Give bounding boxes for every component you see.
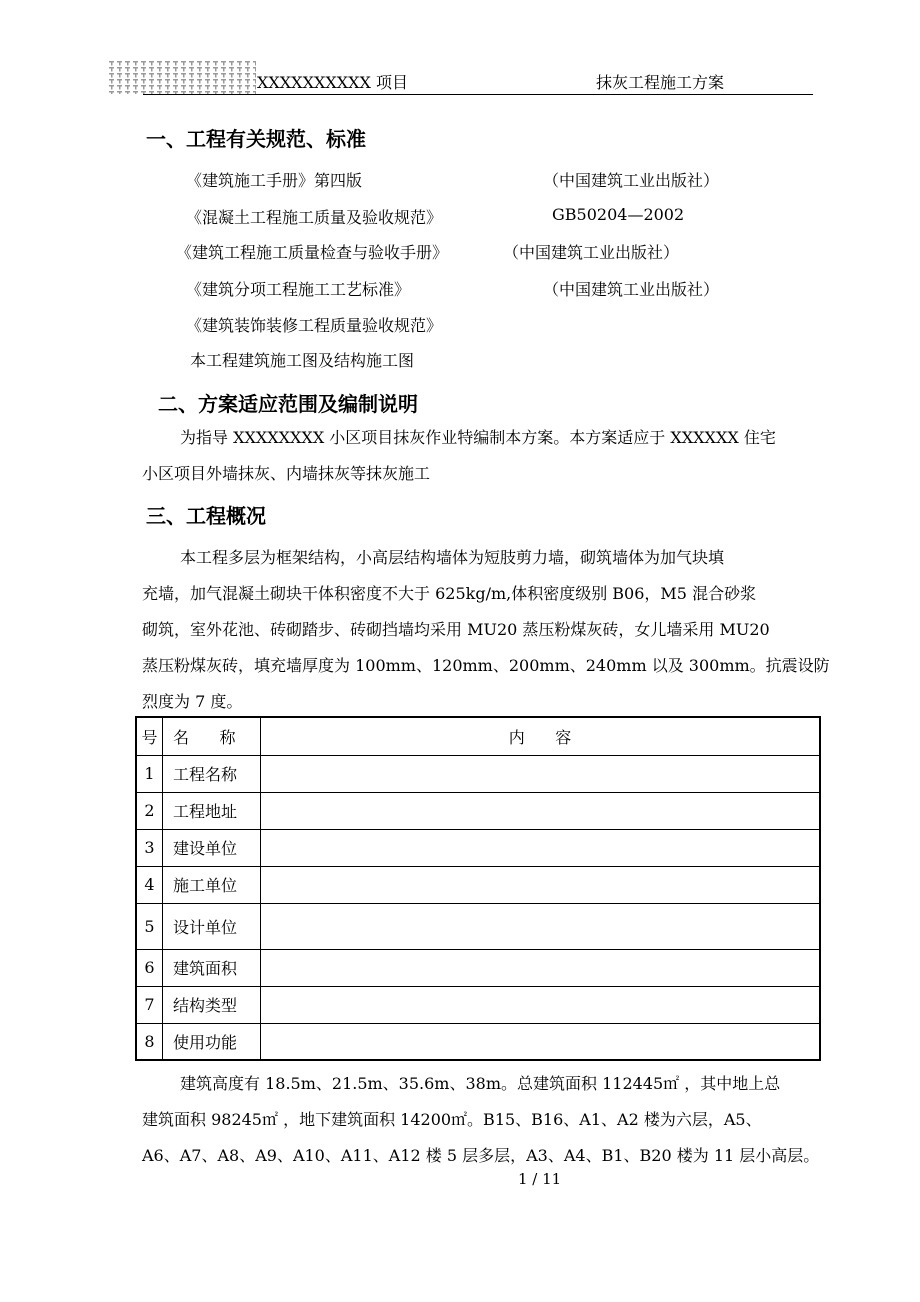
header-doc-title: 抹灰工程施工方案 — [596, 73, 725, 92]
overview-line: 本工程多层为框架结构，小高层结构墙体为短肢剪力墙，砌筑墙体为加气块填 — [180, 548, 725, 567]
row-name: 建设单位 — [163, 829, 261, 866]
section-title-overview: 三、工程概况 — [146, 504, 266, 528]
row-name: 施工单位 — [163, 866, 261, 903]
row-name: 设计单位 — [163, 903, 261, 949]
table-row — [136, 829, 820, 866]
standard-source: （中国建筑工业出版社） — [543, 280, 720, 299]
company-logo — [108, 60, 256, 94]
page-number: 1 / 11 — [518, 1170, 562, 1188]
scope-line: 小区项目外墙抹灰、内墙抹灰等抹灰施工 — [142, 464, 431, 483]
section-title-standards: 一、工程有关规范、标准 — [146, 127, 366, 151]
header-rule — [143, 94, 813, 95]
table-row — [136, 755, 820, 792]
row-no: 1 — [136, 755, 163, 792]
row-content — [261, 903, 821, 949]
header-no: 号 — [136, 717, 163, 755]
row-content — [261, 792, 821, 829]
row-content — [261, 986, 821, 1023]
row-name: 工程名称 — [163, 755, 261, 792]
overview-line: 充墙，加气混凝土砌块干体积密度不大于 625kg/m,体积密度级别 B06，M5 混合砂浆 — [142, 584, 757, 603]
section-title-scope: 二、方案适应范围及编制说明 — [158, 392, 418, 416]
overview-line: 烈度为 7 度。 — [142, 692, 243, 711]
standard-source: GB50204—2002 — [552, 205, 685, 224]
table-row — [136, 986, 820, 1023]
row-no: 5 — [136, 903, 163, 949]
overview-line: 蒸压粉煤灰砖，填充墙厚度为 100mm、120mm、200mm、240mm 以及 300mm。抗震设防 — [142, 656, 830, 675]
row-content — [261, 829, 821, 866]
standard-name: 本工程建筑施工图及结构施工图 — [190, 351, 415, 370]
table-row — [136, 792, 820, 829]
standard-name: 《建筑工程施工质量检查与验收手册》 — [176, 243, 449, 262]
standard-source: （中国建筑工业出版社） — [543, 171, 720, 190]
standard-name: 《建筑分项工程施工工艺标准》 — [186, 280, 411, 299]
row-no: 4 — [136, 866, 163, 903]
standard-name: 《建筑施工手册》第四版 — [186, 171, 363, 190]
row-name: 结构类型 — [163, 986, 261, 1023]
table-row — [136, 866, 820, 903]
row-name: 建筑面积 — [163, 949, 261, 986]
standard-name: 《混凝土工程施工质量及验收规范》 — [186, 208, 443, 227]
table-header-row — [136, 717, 820, 755]
table-row — [136, 1023, 820, 1060]
overview-line: 砌筑，室外花池、砖砌踏步、砖砌挡墙均采用 MU20 蒸压粉煤灰砖，女儿墙采用 MU20 — [142, 620, 770, 639]
row-no: 2 — [136, 792, 163, 829]
project-info-table — [135, 716, 821, 1061]
standard-source: （中国建筑工业出版社） — [503, 243, 680, 262]
row-content — [261, 1023, 821, 1060]
row-no: 8 — [136, 1023, 163, 1060]
header-project: XXXXXXXXXX 项目 — [257, 73, 408, 92]
table-row — [136, 949, 820, 986]
summary-line: A6、A7、A8、A9、A10、A11、A12 楼 5 层多层，A3、A4、B1、B20 楼为 11 层小高层。 — [142, 1146, 820, 1165]
standard-name: 《建筑装饰装修工程质量验收规范》 — [186, 316, 443, 335]
table-row — [136, 903, 820, 949]
row-content — [261, 755, 821, 792]
row-name: 工程地址 — [163, 792, 261, 829]
scope-line: 为指导 XXXXXXXX 小区项目抹灰作业特编制本方案。本方案适应于 XXXXXX 住宅 — [180, 428, 776, 447]
row-content — [261, 866, 821, 903]
header-name: 名 称 — [163, 717, 261, 755]
summary-line: 建筑高度有 18.5m、21.5m、35.6m、38m。总建筑面积 112445㎡ ，其中地上总 — [180, 1074, 781, 1093]
row-no: 6 — [136, 949, 163, 986]
row-name: 使用功能 — [163, 1023, 261, 1060]
summary-line: 建筑面积 98245㎡ ，地下建筑面积 14200㎡。B15、B16、A1、A2 楼为六层，A5、 — [142, 1110, 762, 1129]
row-no: 7 — [136, 986, 163, 1023]
header-content: 内 容 — [261, 717, 821, 755]
row-no: 3 — [136, 829, 163, 866]
row-content — [261, 949, 821, 986]
